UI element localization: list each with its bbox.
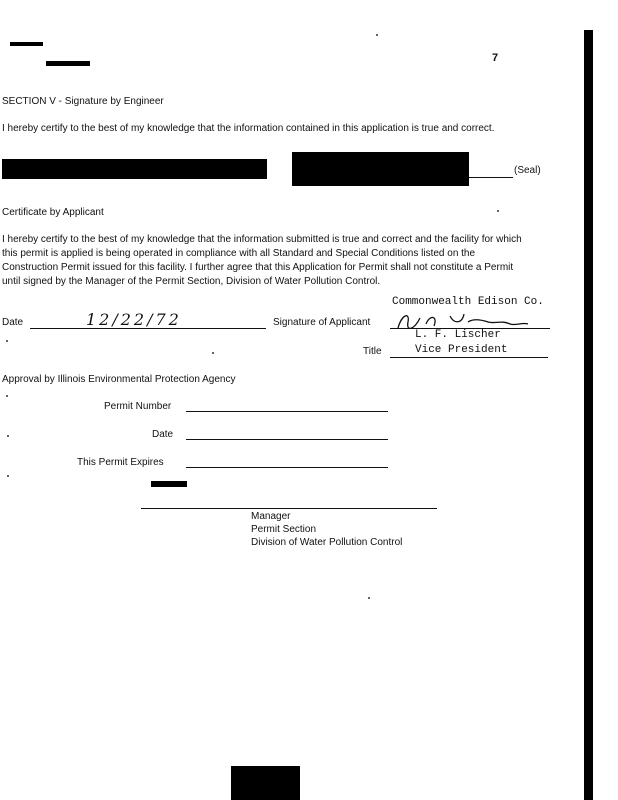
seal-label: (Seal) (514, 165, 541, 176)
expires-line (186, 467, 388, 468)
signer-name: L. F. Lischer (415, 329, 501, 341)
date-label: Date (2, 317, 24, 328)
approval-date-line (186, 439, 388, 440)
scan-speck (368, 597, 370, 599)
seal-line (469, 177, 513, 178)
scan-speck (376, 34, 378, 36)
engineer-certification-text: I hereby certify to the best of my knowledge that the information contained in this application is true and correct. (2, 123, 495, 134)
date-value: 12/22/72 (86, 310, 182, 329)
header-redaction-1 (10, 42, 43, 46)
engineer-signature-redaction (292, 152, 469, 186)
title-label: Title (363, 346, 382, 357)
signoff-manager: Manager (251, 511, 291, 522)
date-line (30, 328, 266, 329)
title-line (390, 357, 548, 358)
approval-heading: Approval by Illinois Environmental Protection Agency (2, 374, 236, 385)
approval-date-label: Date (152, 429, 174, 440)
scan-speck (6, 395, 8, 397)
permit-number-label: Permit Number (104, 401, 172, 412)
footer-redaction (231, 766, 300, 800)
manager-signature-line (141, 508, 437, 509)
scan-speck (497, 210, 499, 212)
signoff-division: Division of Water Pollution Control (251, 537, 403, 548)
engineer-name-redaction (2, 159, 267, 179)
title-value: Vice President (415, 344, 508, 356)
expires-label: This Permit Expires (77, 457, 164, 468)
applicant-certification-text: I hereby certify to the best of my knowledge that the information submitted is true and correct and the facility for which this permit is applied is being operated in compliance with all Standard and Special Conditions listed on the Construction Permit issued for this facility. I further agree that this Application for Permit shall not constitute a Permit until signed by the Manager of the Permit Section, Division of Water Pollution Control. (2, 234, 522, 287)
signoff-permit-section: Permit Section (251, 524, 317, 535)
scan-speck (212, 352, 214, 354)
company-name: Commonwealth Edison Co. (392, 296, 544, 308)
applicant-heading: Certificate by Applicant (2, 207, 104, 218)
scan-edge-bar (584, 30, 593, 800)
approval-redaction (151, 481, 187, 487)
signature-label: Signature of Applicant (273, 317, 371, 328)
scan-speck (7, 475, 9, 477)
section-v-heading: SECTION V - Signature by Engineer (2, 96, 164, 107)
scan-speck (6, 340, 8, 342)
permit-number-line (186, 411, 388, 412)
header-redaction-2 (46, 61, 90, 66)
scan-speck (7, 435, 9, 437)
page-number: 7 (492, 52, 499, 64)
